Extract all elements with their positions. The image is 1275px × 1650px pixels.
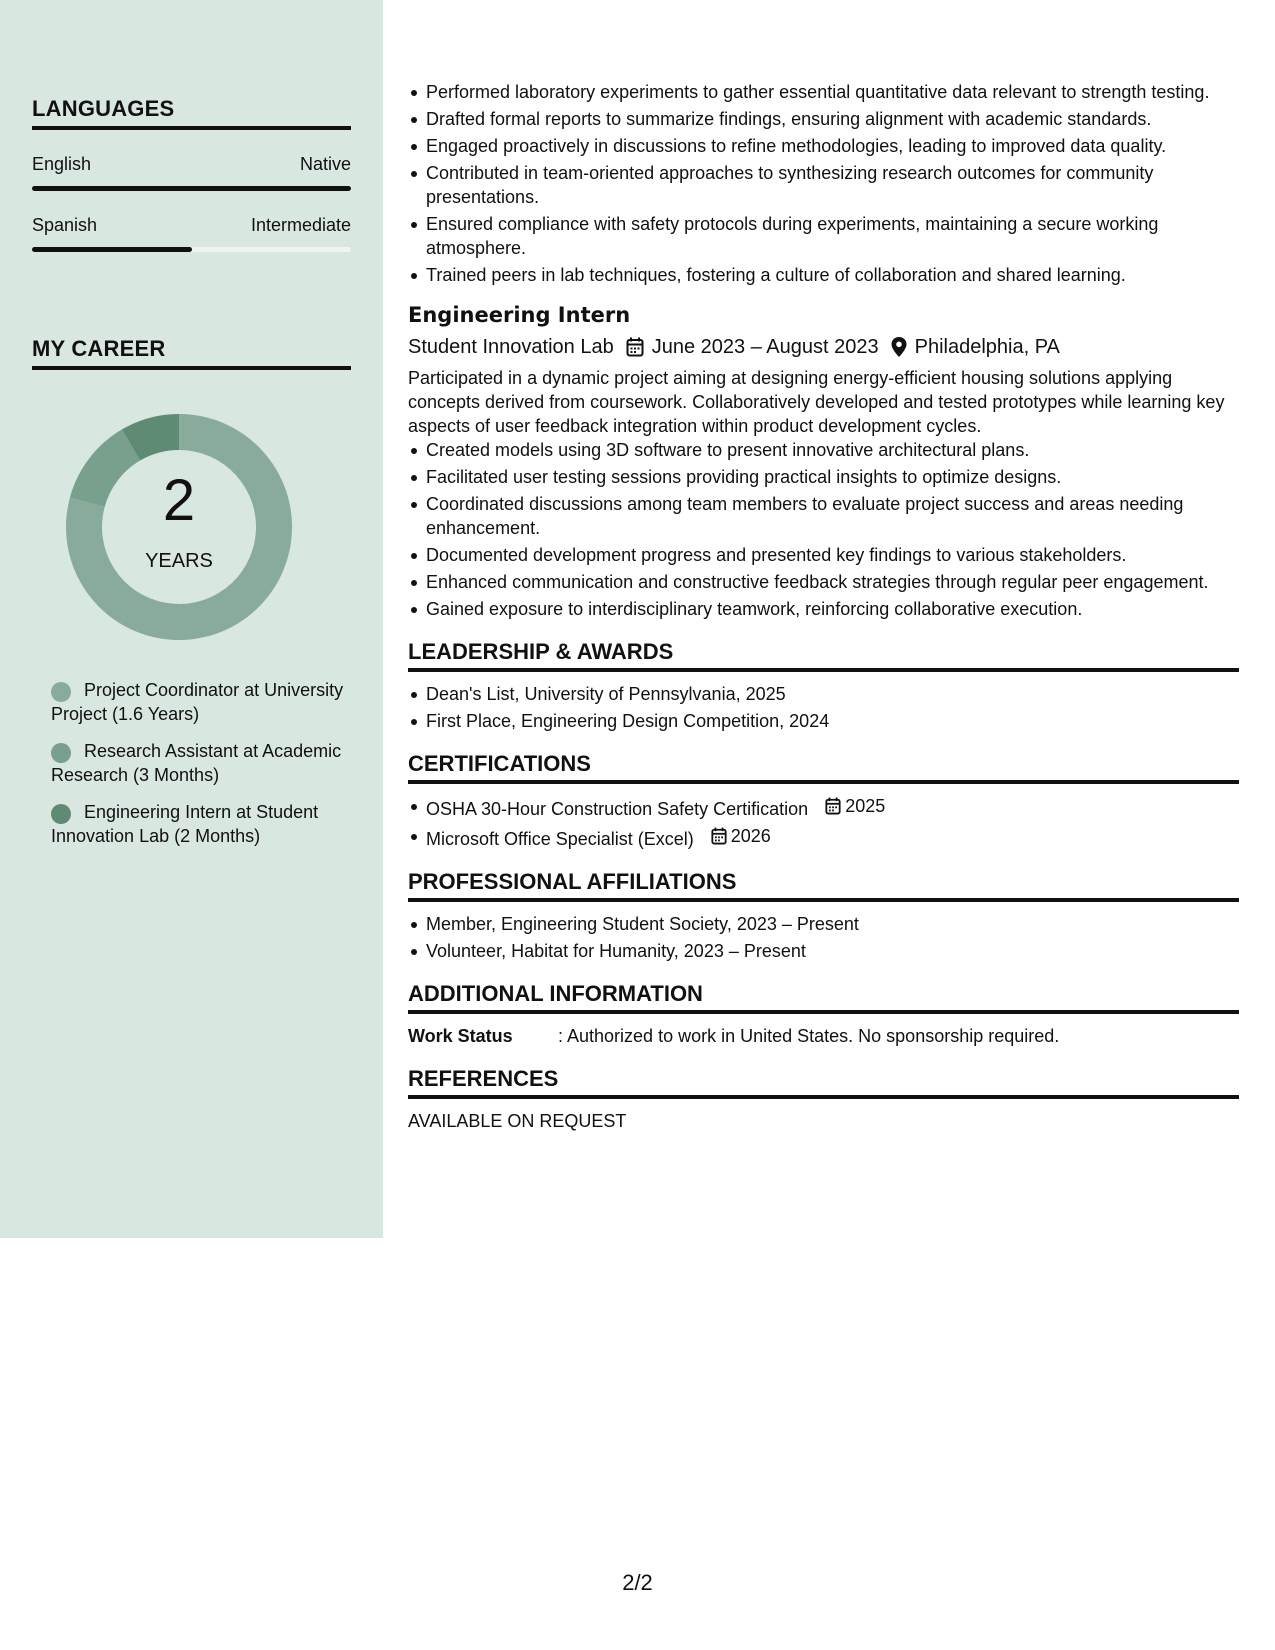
bullet-item: Drafted formal reports to summarize findings, ensuring alignment with academic standards. [408, 107, 1239, 131]
calendar-icon [825, 797, 841, 815]
certification-item [408, 794, 1239, 821]
legend-item [51, 800, 351, 848]
bullet-item: Trained peers in lab techniques, fostering a culture of collaboration and shared learning. [408, 263, 1239, 287]
career-total-unit: YEARS [145, 550, 213, 572]
legend-label: Project Coordinator at University Project (1.6 Years) [51, 680, 344, 724]
bullet-item: Ensured compliance with safety protocols during experiments, maintaining a secure working atmosphere. [408, 212, 1239, 260]
affiliations-list [408, 912, 1239, 963]
job-dates: June 2023 – August 2023 [651, 336, 879, 358]
work-status-label: Work Status [408, 1026, 513, 1046]
previous-job-bullets [408, 80, 1239, 287]
job-meta [408, 335, 1239, 359]
legend-dot [51, 804, 71, 824]
career-total-number: 2 [162, 468, 196, 533]
career-legend [51, 678, 351, 861]
bullet-item: Gained exposure to interdisciplinary teamwork, reinforcing collaborative execution. [408, 597, 1239, 621]
bullet-item: Created models using 3D software to present innovative architectural plans. [408, 438, 1239, 462]
work-status-row [408, 1024, 1239, 1048]
main-content [408, 80, 1239, 1133]
references-text: AVAILABLE ON REQUEST [408, 1111, 627, 1131]
certification-year: 2025 [845, 796, 886, 816]
award-item: First Place, Engineering Design Competition, 2024 [408, 709, 1239, 733]
certification-date [711, 824, 771, 848]
work-status-value: : Authorized to work in United States. No sponsorship required. [558, 1026, 1060, 1046]
languages-section [32, 96, 351, 252]
job-location: Philadelphia, PA [914, 336, 1060, 358]
calendar-icon [626, 337, 644, 357]
bullet-item: Enhanced communication and constructive feedback strategies through regular peer engagement. [408, 570, 1239, 594]
map-pin-icon [891, 337, 907, 357]
certifications-list [408, 794, 1239, 851]
language-level: Intermediate [250, 215, 351, 235]
language-item [32, 215, 351, 252]
job-description: Participated in a dynamic project aiming at designing energy-efficient housing solutions applying concepts derived from coursework. Collaboratively developed and tested prototypes while learning key aspects of user feedback integration within product development cycles. [408, 368, 1225, 436]
bullet-item: Facilitated user testing sessions providing practical insights to optimize designs. [408, 465, 1239, 489]
language-level-fill [32, 186, 351, 191]
language-name: Spanish [32, 215, 98, 235]
job-bullets [408, 438, 1239, 621]
references-heading: REFERENCES [408, 1067, 1239, 1099]
bullet-item: Documented development progress and presented key findings to various stakeholders. [408, 543, 1239, 567]
bullet-item: Contributed in team-oriented approaches to synthesizing research outcomes for community presentations. [408, 161, 1239, 209]
certification-date [825, 794, 885, 818]
bullet-item: Performed laboratory experiments to gather essential quantitative data relevant to strength testing. [408, 80, 1239, 104]
sidebar [0, 0, 383, 1238]
certification-year: 2026 [730, 826, 771, 846]
certification-name: OSHA 30-Hour Construction Safety Certification [426, 799, 809, 819]
affiliations-heading: PROFESSIONAL AFFILIATIONS [408, 870, 1239, 902]
job-company: Student Innovation Lab [408, 336, 614, 358]
legend-dot [51, 743, 71, 763]
legend-label: Engineering Intern at Student Innovation Lab (2 Months) [51, 802, 319, 846]
leadership-heading: LEADERSHIP & AWARDS [408, 640, 1239, 672]
legend-item [51, 678, 351, 726]
certification-item [408, 824, 1239, 851]
career-donut-chart [66, 414, 292, 640]
career-heading: MY CAREER [32, 336, 351, 370]
legend-dot [51, 682, 71, 702]
additional-info-heading: ADDITIONAL INFORMATION [408, 982, 1239, 1014]
page-number: 2/2 [622, 1570, 653, 1595]
leadership-list [408, 682, 1239, 733]
career-section [32, 336, 351, 370]
job-title: Engineering Intern [408, 303, 631, 327]
calendar-icon [711, 827, 727, 845]
languages-heading: LANGUAGES [32, 96, 351, 130]
language-level: Native [299, 154, 351, 174]
affiliation-item: Member, Engineering Student Society, 2023 – Present [408, 912, 1239, 936]
bullet-item: Coordinated discussions among team members to evaluate project success and areas needing enhancement. [408, 492, 1239, 540]
certification-name: Microsoft Office Specialist (Excel) [426, 829, 694, 849]
language-name: English [32, 154, 92, 174]
language-level-fill [32, 247, 192, 252]
certifications-heading: CERTIFICATIONS [408, 752, 1239, 784]
legend-label: Research Assistant at Academic Research (3 Months) [51, 741, 342, 785]
language-item [32, 154, 351, 191]
award-item: Dean's List, University of Pennsylvania, 2025 [408, 682, 1239, 706]
bullet-item: Engaged proactively in discussions to refine methodologies, leading to improved data quality. [408, 134, 1239, 158]
affiliation-item: Volunteer, Habitat for Humanity, 2023 – Present [408, 939, 1239, 963]
language-level-bar [32, 247, 351, 252]
legend-item [51, 739, 351, 787]
language-level-bar [32, 186, 351, 191]
